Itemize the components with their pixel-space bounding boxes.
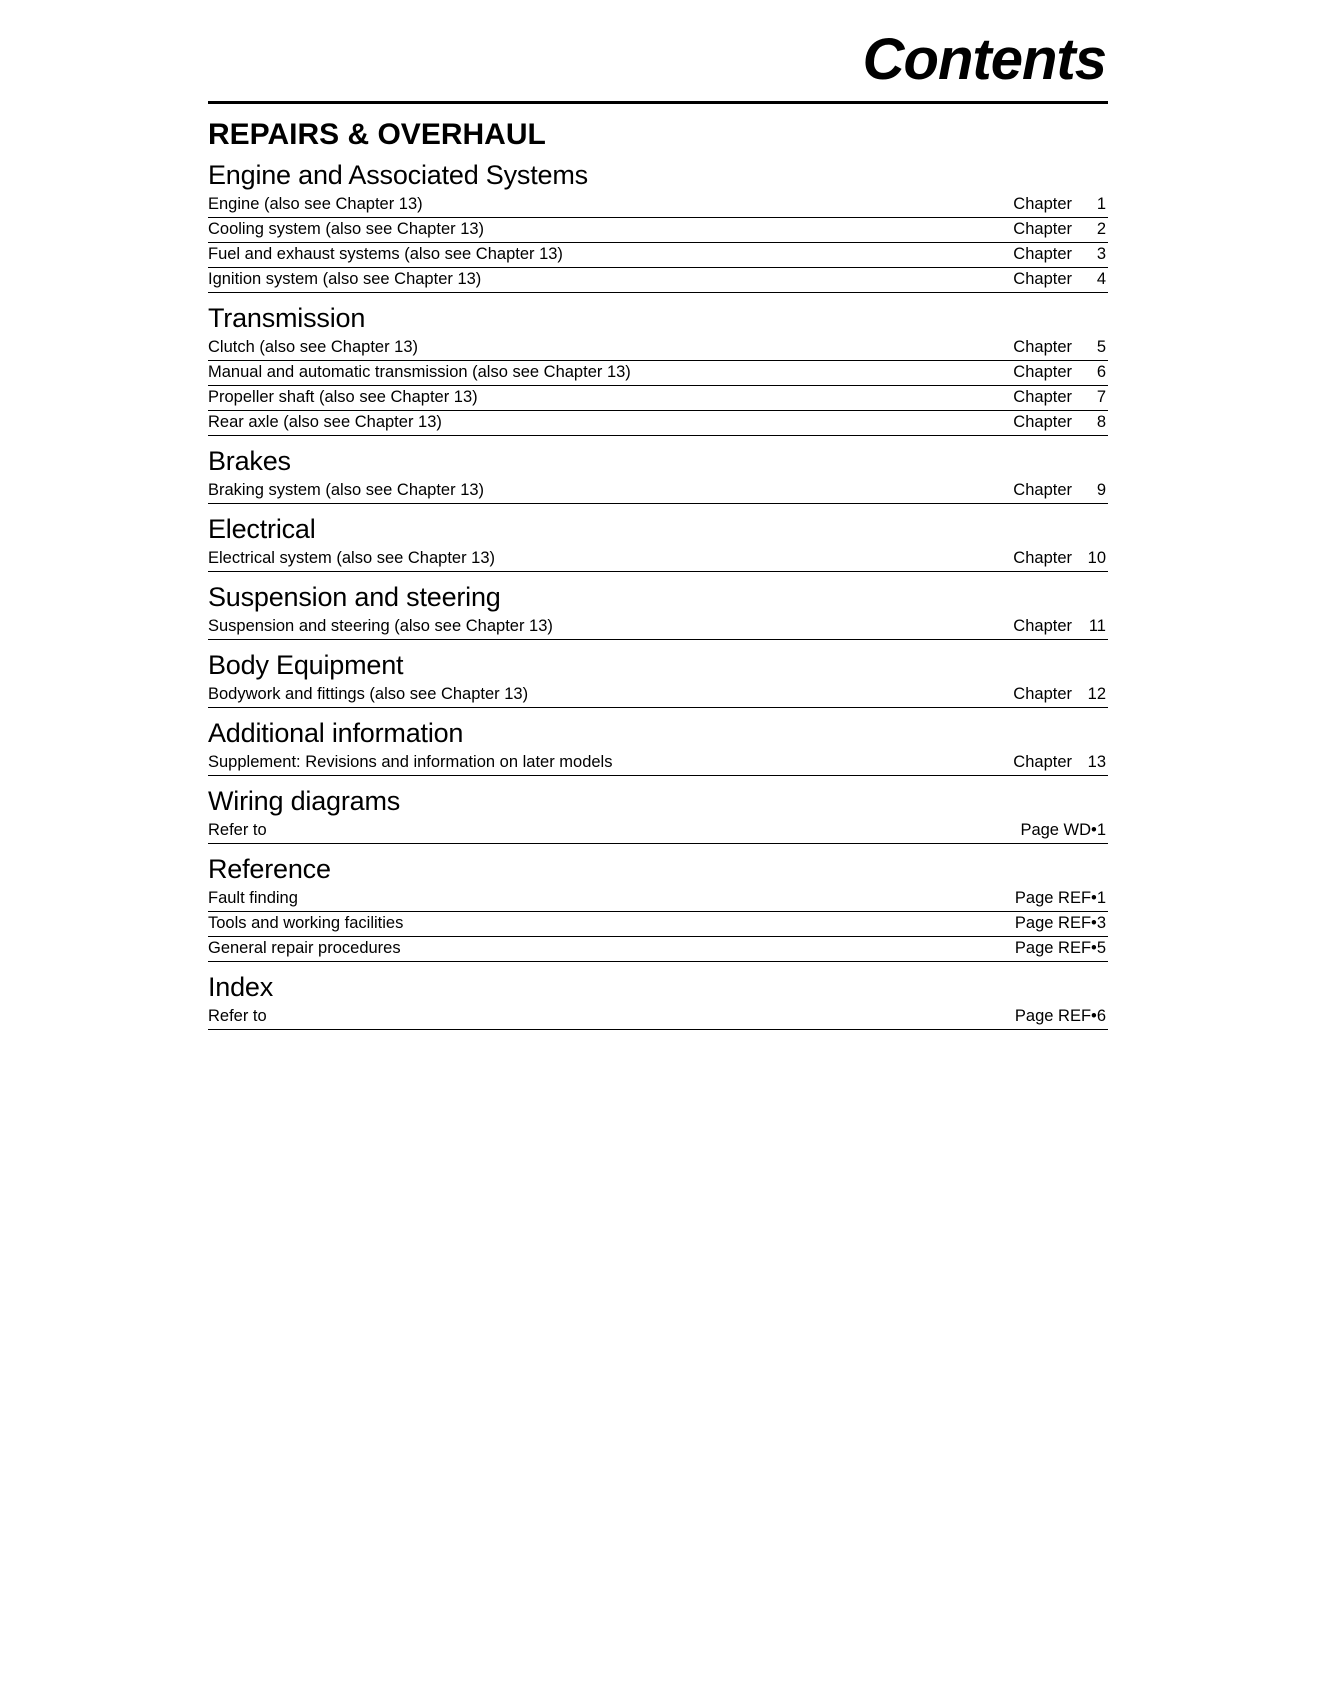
contents-entry[interactable] bbox=[208, 751, 1108, 776]
entry-label: Fuel and exhaust systems (also see Chapter 13) bbox=[208, 244, 563, 263]
entry-reference-word: Chapter bbox=[1013, 412, 1072, 431]
entry-reference bbox=[1013, 549, 1108, 568]
group-heading: Index bbox=[208, 971, 274, 1002]
contents-entry[interactable] bbox=[208, 411, 1108, 436]
entry-reference bbox=[1013, 245, 1108, 264]
entry-reference bbox=[1013, 388, 1108, 407]
entry-label: Supplement: Revisions and information on later models bbox=[208, 752, 613, 771]
contents-entry[interactable] bbox=[208, 361, 1108, 386]
entry-reference-page: Page REF•5 bbox=[1014, 938, 1106, 957]
entry-reference-number: 8 bbox=[1096, 412, 1106, 431]
contents-entry[interactable] bbox=[208, 1005, 1108, 1030]
entry-label: Cooling system (also see Chapter 13) bbox=[208, 219, 485, 238]
entry-reference-page: Page REF•3 bbox=[1014, 913, 1106, 932]
contents-entry[interactable] bbox=[208, 336, 1108, 361]
entry-reference-page: Page REF•1 bbox=[1014, 888, 1106, 907]
entry-reference bbox=[1013, 220, 1108, 239]
contents-entry[interactable] bbox=[208, 547, 1108, 572]
contents-entry[interactable] bbox=[208, 243, 1108, 268]
entry-reference-number: 10 bbox=[1087, 548, 1106, 567]
entry-reference bbox=[1015, 1007, 1108, 1026]
group-heading: Additional information bbox=[208, 717, 464, 748]
group-heading: Transmission bbox=[208, 302, 366, 333]
page-title: Contents bbox=[862, 27, 1106, 92]
contents-group bbox=[208, 718, 1108, 776]
contents-entry[interactable] bbox=[208, 479, 1108, 504]
entry-label: Engine (also see Chapter 13) bbox=[208, 194, 423, 213]
entry-label: Ignition system (also see Chapter 13) bbox=[208, 269, 482, 288]
contents-entry[interactable] bbox=[208, 193, 1108, 218]
contents-group bbox=[208, 786, 1108, 844]
contents-entry[interactable] bbox=[208, 819, 1108, 844]
entry-reference-number: 3 bbox=[1096, 244, 1106, 263]
contents-entry[interactable] bbox=[208, 268, 1108, 293]
entry-reference-word: Chapter bbox=[1013, 362, 1072, 381]
entry-reference-word: Chapter bbox=[1013, 548, 1072, 567]
entry-reference bbox=[1020, 821, 1108, 840]
group-heading: Reference bbox=[208, 853, 331, 884]
contents-group bbox=[208, 446, 1108, 504]
entry-reference-word: Chapter bbox=[1013, 480, 1072, 499]
entry-reference bbox=[1013, 753, 1108, 772]
contents-group bbox=[208, 650, 1108, 708]
entry-label: Refer to bbox=[208, 820, 267, 839]
entry-reference-word: Chapter bbox=[1013, 244, 1072, 263]
entry-reference bbox=[1015, 939, 1108, 958]
entry-label: Electrical system (also see Chapter 13) bbox=[208, 548, 496, 567]
contents-entry[interactable] bbox=[208, 615, 1108, 640]
contents-entry[interactable] bbox=[208, 887, 1108, 912]
entry-reference bbox=[1015, 889, 1108, 908]
entry-reference-number: 11 bbox=[1088, 616, 1106, 635]
entry-reference-word: Chapter bbox=[1013, 387, 1072, 406]
entry-reference-word: Chapter bbox=[1013, 194, 1072, 213]
entry-label: Braking system (also see Chapter 13) bbox=[208, 480, 485, 499]
entry-reference bbox=[1013, 363, 1108, 382]
entry-reference bbox=[1013, 270, 1108, 289]
entry-reference-number: 7 bbox=[1096, 387, 1106, 406]
entry-reference-number: 2 bbox=[1096, 219, 1106, 238]
entry-reference-word: Chapter bbox=[1013, 219, 1072, 238]
contents-group bbox=[208, 582, 1108, 640]
entry-reference bbox=[1013, 338, 1108, 357]
contents-group bbox=[208, 303, 1108, 436]
entry-reference-number: 9 bbox=[1096, 480, 1106, 499]
entry-reference-word: Chapter bbox=[1013, 337, 1072, 356]
contents-group bbox=[208, 972, 1108, 1030]
entry-reference-number: 6 bbox=[1096, 362, 1106, 381]
contents-entry[interactable] bbox=[208, 386, 1108, 411]
entry-reference-word: Chapter bbox=[1013, 616, 1072, 635]
main-section-heading: REPAIRS & OVERHAUL bbox=[208, 117, 546, 151]
entry-label: General repair procedures bbox=[208, 938, 401, 957]
group-heading: Brakes bbox=[208, 445, 291, 476]
entry-label: Fault finding bbox=[208, 888, 298, 907]
entry-label: Clutch (also see Chapter 13) bbox=[208, 337, 419, 356]
group-heading: Body Equipment bbox=[208, 649, 404, 680]
entry-reference-page: Page REF•6 bbox=[1014, 1006, 1106, 1025]
entry-label: Refer to bbox=[208, 1006, 267, 1025]
entry-label: Bodywork and fittings (also see Chapter 13) bbox=[208, 684, 529, 703]
entry-reference bbox=[1013, 481, 1108, 500]
contents-groups bbox=[208, 160, 1108, 1030]
entry-reference-number: 13 bbox=[1087, 752, 1106, 771]
entry-reference bbox=[1013, 617, 1108, 636]
contents-entry[interactable] bbox=[208, 683, 1108, 708]
entry-reference-number: 12 bbox=[1087, 684, 1106, 703]
entry-label: Tools and working facilities bbox=[208, 913, 404, 932]
entry-reference-page: Page WD•1 bbox=[1020, 820, 1106, 839]
entry-reference-word: Chapter bbox=[1013, 752, 1072, 771]
contents-entry[interactable] bbox=[208, 218, 1108, 243]
entry-label: Suspension and steering (also see Chapter 13) bbox=[208, 616, 553, 635]
group-heading: Suspension and steering bbox=[208, 581, 501, 612]
group-heading: Wiring diagrams bbox=[208, 785, 401, 816]
contents-entry[interactable] bbox=[208, 937, 1108, 962]
entry-reference-number: 5 bbox=[1096, 337, 1106, 356]
entry-label: Propeller shaft (also see Chapter 13) bbox=[208, 387, 478, 406]
contents-entry[interactable] bbox=[208, 912, 1108, 937]
title-divider bbox=[208, 101, 1108, 104]
entry-reference bbox=[1013, 413, 1108, 432]
entry-reference-number: 1 bbox=[1096, 194, 1106, 213]
contents-group bbox=[208, 854, 1108, 962]
entry-reference bbox=[1013, 195, 1108, 214]
entry-reference bbox=[1015, 914, 1108, 933]
contents-group bbox=[208, 160, 1108, 293]
contents-group bbox=[208, 514, 1108, 572]
entry-label: Manual and automatic transmission (also see Chapter 13) bbox=[208, 362, 631, 381]
entry-reference-word: Chapter bbox=[1013, 269, 1072, 288]
entry-reference bbox=[1013, 685, 1108, 704]
entry-reference-word: Chapter bbox=[1013, 684, 1072, 703]
entry-reference-number: 4 bbox=[1096, 269, 1106, 288]
group-heading: Electrical bbox=[208, 513, 316, 544]
group-heading: Engine and Associated Systems bbox=[208, 159, 588, 190]
contents-container bbox=[208, 27, 1108, 1040]
entry-label: Rear axle (also see Chapter 13) bbox=[208, 412, 442, 431]
